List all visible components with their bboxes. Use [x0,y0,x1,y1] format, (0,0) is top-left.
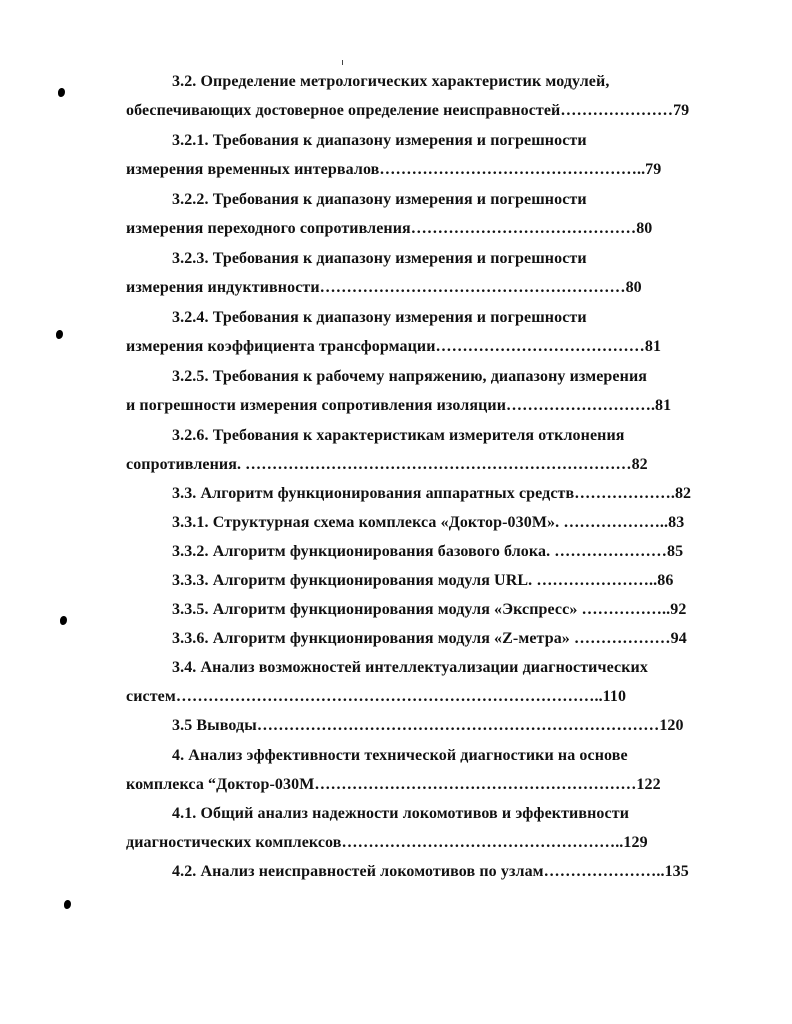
toc-line: сопротивления. ………………………………………………………………82 [126,456,648,473]
toc-line: 4.1. Общий анализ надежности локомотивов и эффективности [172,805,630,822]
toc-line: 3.2.4. Требования к диапазону измерения и погрешности [172,309,587,326]
scan-speck [58,88,65,97]
toc-line: 3.3. Алгоритм функционирования аппаратных средств……………….82 [172,485,692,502]
scan-speck [342,60,343,65]
toc-line: комплекса “Доктор-030М……………………………………………………122 [126,776,661,793]
scan-speck [64,900,71,909]
toc-line: 4.2. Анализ неисправностей локомотивов по узлам…………………..135 [172,863,689,880]
scan-speck [60,616,67,625]
toc-line: 3.5 Выводы…………………………………………………………………120 [172,717,684,734]
toc-line: измерения переходного сопротивления……………………………………80 [126,220,653,237]
toc-line: 4. Анализ эффективности технической диагностики на основе [172,747,628,764]
toc-line: систем……………………………………………………………………..110 [126,688,627,705]
toc-line: и погрешности измерения сопротивления изоляции……………………….81 [126,397,672,414]
toc-line: 3.3.3. Алгоритм функционирования модуля URL. …………………..86 [172,572,674,589]
scan-speck [56,330,63,339]
toc-line: 3.3.2. Алгоритм функционирования базового блока. …………………85 [172,543,684,560]
toc-line: 3.3.6. Алгоритм функционирования модуля «Z-метра» ………………94 [172,630,687,647]
toc-line: обеспечивающих достоверное определение неисправностей…………………79 [126,102,690,119]
toc-line: 3.3.5. Алгоритм функционирования модуля «Экспресс» ……………..92 [172,601,687,618]
toc-line: измерения временных интервалов…………………………………………..79 [126,161,662,178]
toc-line: 3.2.2. Требования к диапазону измерения и погрешности [172,191,587,208]
toc-line: диагностических комплексов……………………………………………..129 [126,834,648,851]
toc-line: 3.2.6. Требования к характеристикам измерителя отклонения [172,427,625,444]
toc-line: измерения коэффициента трансформации…………………………………81 [126,338,662,355]
toc-line: 3.2.5. Требования к рабочему напряжению, диапазону измерения [172,368,648,385]
toc-line: 3.2.3. Требования к диапазону измерения и погрешности [172,250,587,267]
toc-line: 3.2.1. Требования к диапазону измерения и погрешности [172,132,587,149]
toc-line: 3.3.1. Структурная схема комплекса «Доктор-030М». ………………..83 [172,514,685,531]
toc-line: 3.2. Определение метрологических характеристик модулей, [172,73,610,90]
toc-line: 3.4. Анализ возможностей интеллектуализации диагностических [172,659,648,676]
toc-line: измерения индуктивности…………………………………………………80 [126,279,642,296]
